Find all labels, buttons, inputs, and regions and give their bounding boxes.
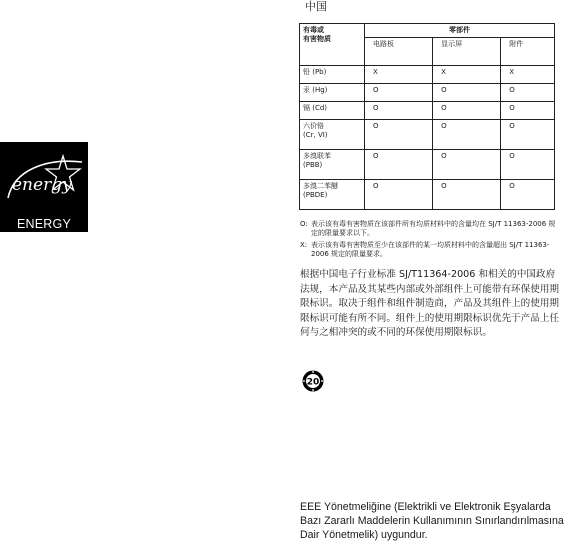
efup-years-text: 20 [306,377,320,388]
table-row: 镉 (Cd) O O O [300,102,555,120]
table-row: 多溴二苯醚 (PBDE) O O O [300,180,555,210]
table-row: 铅 (Pb) X X X [300,66,555,84]
turkey-compliance-text: EEE Yönetmeliğine (Elektrikli ve Elektronik Eşyalarda Bazı Zararlı Maddelerin Kullanımının Sınırlandırılmasına Dair Yönetmelik) uygundur. [300,501,564,541]
country-heading: 中国 [305,0,327,13]
table-row: 多溴联苯 (PBB) O O O [300,150,555,180]
efup-paragraph: 根据中国电子行业标准 SJ/T11364-2006 和相关的中国政府法规，本产品及其某些内部或外部组件上可能带有环保使用期限标识。取决于组件和组件制造商，产品及其组件上的使用期限标识可能有所不同。组件上的使用期限标识优先于产品上任何与之相冲突的或不同的环保使用期限标识。 [300,269,560,339]
hazard-header: 有毒或 有害物质 [300,24,365,66]
parts-header: 零部件 [365,24,555,38]
table-notes [300,220,556,262]
energy-star-label: ENERGY STAR [0,216,88,232]
part-column-header: 电路板 [365,38,433,66]
note-x: X: 表示该有毒有害物质至少在该部件的某一均质材料中的含量超出 SJ/T 11363-2006 规定的限量要求。 [300,241,550,258]
energy-star-logo [0,142,88,247]
note-o: O: 表示该有毒有害物质在该部件所有均质材料中的含量均在 SJ/T 11363-2006 规定的限量要求以下。 [300,220,556,237]
hazardous-substance-table [299,23,555,210]
table-row: 汞 (Hg) O O O [300,84,555,102]
table-row: 六价铬 (Cr, VI) O O O [300,120,555,150]
energy-script-text: energy [12,175,72,195]
part-column-header: 附件 [501,38,555,66]
part-column-header: 显示屏 [433,38,501,66]
energy-star-mark-icon [0,142,88,216]
efup-20-icon [301,369,325,393]
